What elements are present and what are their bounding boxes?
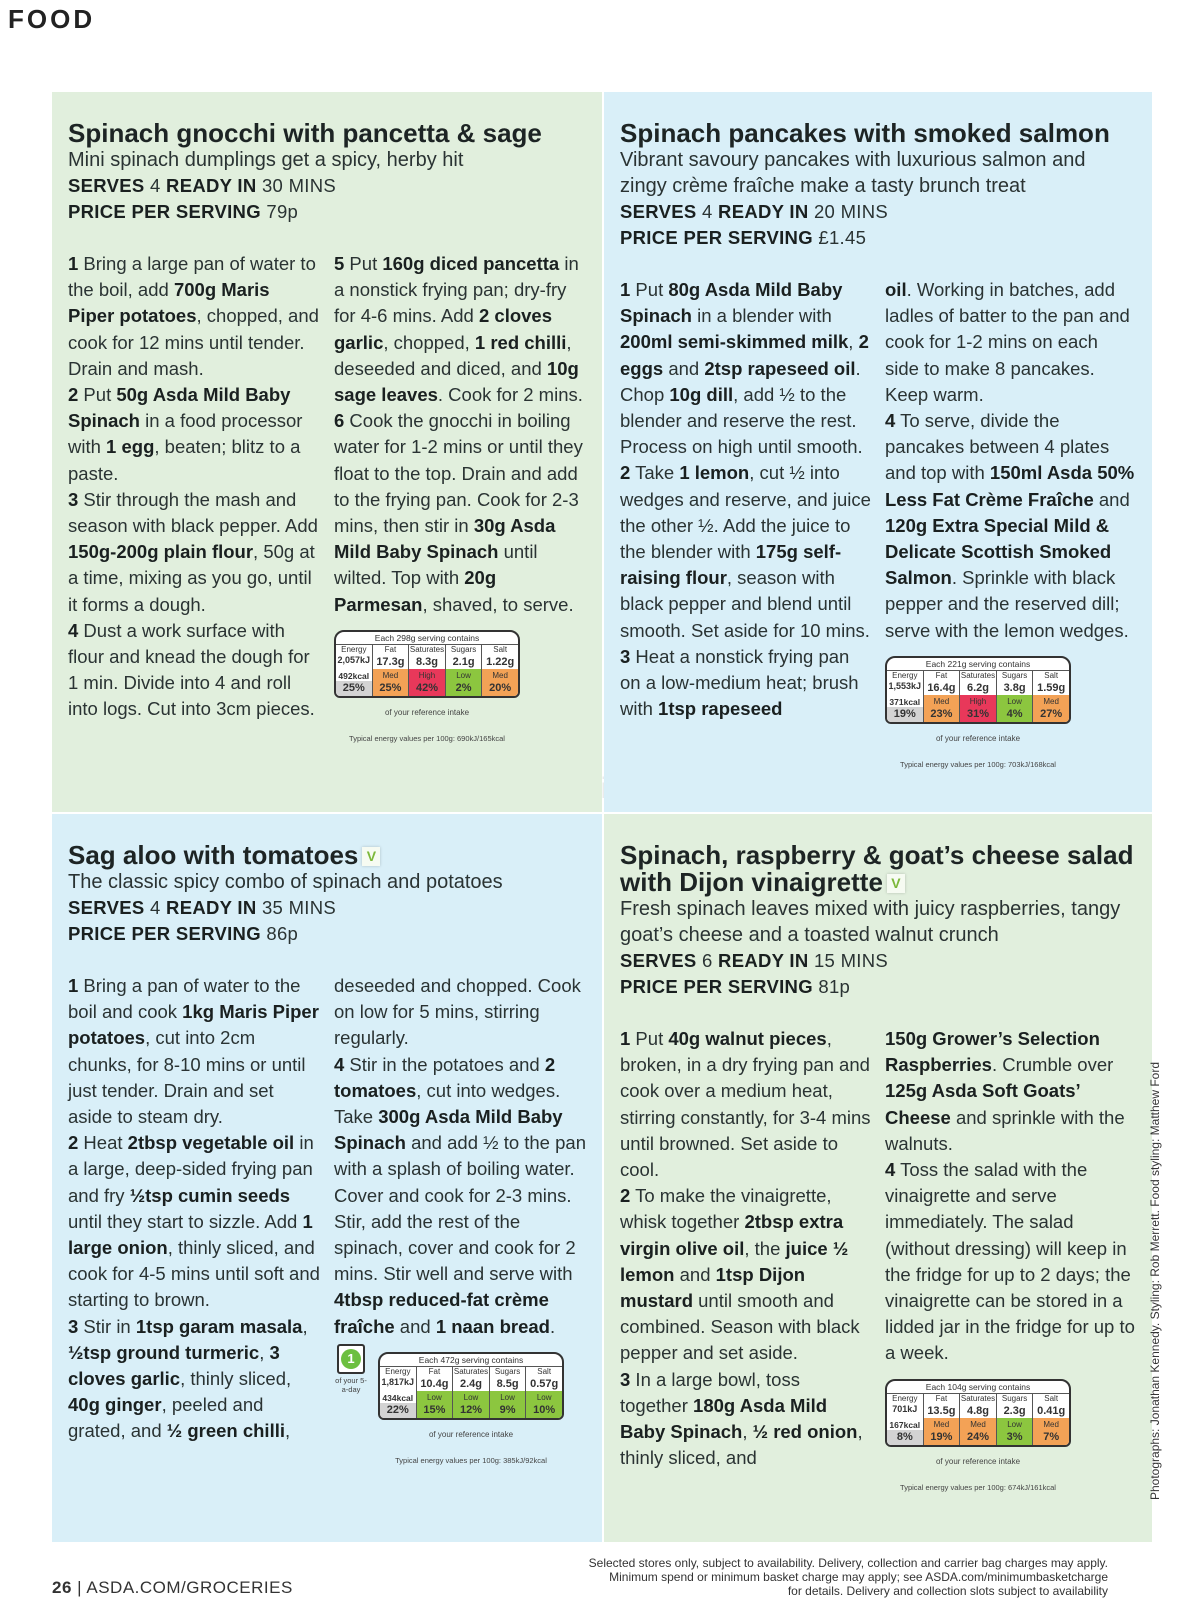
energy-kj: 2,057kJ <box>337 654 371 665</box>
nutrition-item: Sugars 2.1g Low 2% <box>446 645 483 696</box>
energy-kj: 1,553kJ <box>888 680 922 691</box>
energy-pct: 25% <box>336 681 372 696</box>
energy-pct: 19% <box>887 707 923 722</box>
nutrition-item: Salt 0.57g Low 10% <box>526 1367 562 1418</box>
serves-label: SERVES <box>68 175 145 196</box>
nutrition-energy: Energy 1,553kJ 371kcal 19% <box>887 671 924 722</box>
nutrition-per-100g: Typical energy values per 100g: 385kJ/92kcal <box>395 1456 547 1466</box>
ready-in-value: 15 MINS <box>813 950 889 971</box>
ready-in-value: 30 MINS <box>261 175 337 196</box>
footer-disclaimer <box>468 1556 1108 1598</box>
recipe-title <box>68 120 586 147</box>
disclaimer-line: for details. Delivery and collection slots subject to availability <box>787 1584 1108 1598</box>
recipe-serves-ready <box>620 948 1136 974</box>
energy-kcal: 167kcal <box>887 1418 923 1430</box>
recipe-subtitle: Fresh spinach leaves mixed with juicy raspberries, tangy goat’s cheese and a toasted walnut crunch <box>620 898 1121 946</box>
recipe-subtitle: Vibrant savoury pancakes with luxurious salmon and zingy crème fraîche make a tasty brunch treat <box>620 149 1086 197</box>
recipe-title-text: Spinach pancakes with smoked salmon <box>620 118 1110 148</box>
recipe-title <box>620 120 1136 147</box>
nutrition-label <box>885 656 1071 778</box>
method-column-2 <box>885 277 1136 778</box>
price-value: £1.45 <box>818 227 867 248</box>
method-column-1: 1 Put 80g Asda Mild Baby Spinach in a blender with 200ml semi-skimmed milk, 2 eggs and 2tsp rapeseed oil. Chop 10g dill, add ½ to the blender and reserve the rest. Process on high until smooth. 2 Take 1 lemon, cut ½ into wedges and reserve, and juice the other ½. Add the juice to the blender with 175g self-raising flour, season with black pepper and blend until smooth. Set aside for 10 mins. 3 Heat a nonstick frying pan on a low-medium heat; brush with 1tsp rapeseed <box>620 279 871 720</box>
nutrition-area <box>334 1344 586 1474</box>
nutrition-energy: Energy 1,817kJ 434kcal 22% <box>380 1367 417 1418</box>
serves-value: 4 <box>149 175 161 196</box>
nutrition-item: Salt 1.22g Med 20% <box>482 645 518 696</box>
serves-value: 6 <box>701 950 713 971</box>
recipe-method <box>68 973 586 1474</box>
recipe-price <box>620 225 1136 251</box>
recipe-price <box>68 199 586 225</box>
ready-in-label: READY IN <box>718 201 809 222</box>
ready-in-label: READY IN <box>166 897 257 918</box>
method-column-2-text: 5 Put 160g diced pancetta in a nonstick frying pan; dry-fry for 4-6 mins. Add 2 cloves garlic, chopped, 1 red chilli, deseeded and diced, and 10g sage leaves. Cook for 2 mins. 6 Cook the gnocchi in boiling water for 1-2 mins or until they float to the top. Drain and add to the frying pan. Cook for 2-3 mins, then stir in 30g Asda Mild Baby Spinach until wilted. Top with 20g Parmesan, shaved, to serve. <box>334 253 583 615</box>
nutrition-item: Saturates 2.4g Low 12% <box>453 1366 489 1416</box>
recipe-method <box>620 277 1136 778</box>
energy-kcal: 434kcal <box>380 1391 416 1403</box>
nutrition-item: Sugars 3.8g Low 4% <box>997 671 1034 722</box>
recipe-title-text: Spinach, raspberry & goat’s cheese salad with Dijon vinaigrette <box>620 840 1134 897</box>
method-column-1: 1 Bring a large pan of water to the boil, add 700g Maris Piper potatoes, chopped, and cook for 12 mins until tender. Drain and mash. 2 Put 50g Asda Mild Baby Spinach in a food processor with 1 egg, beaten; blitz to a paste. 3 Stir through the mash and season with black pepper. Add 150g-200g plain flour, 50g at a time, mixing as you go, until it forms a dough. 4 Dust a work surface with flour and knead the dough for 1 min. Divide into 4 and roll into logs. Cut into 3cm pieces. <box>68 253 319 720</box>
disclaimer-line: Minimum spend or minimum basket charge may apply; see ASDA.com/minimumbasketcharge <box>609 1570 1108 1584</box>
ready-in-label: READY IN <box>718 950 809 971</box>
recipe-card-sag-aloo <box>52 814 602 1542</box>
price-value: 81p <box>818 976 851 997</box>
method-column-2 <box>334 251 586 752</box>
price-label: PRICE PER SERVING <box>68 923 261 944</box>
recipe-method <box>620 1026 1136 1501</box>
nutrition-header: Each 221g serving contains <box>887 658 1069 671</box>
recipe-title <box>620 842 1136 896</box>
nutrition-item: Fat 13.5g Med 19% <box>924 1394 961 1445</box>
nutrition-item: Salt 0.41g Med 7% <box>1033 1394 1069 1445</box>
five-a-day-count: 1 <box>341 1349 361 1369</box>
recipe-serves-ready <box>68 173 586 199</box>
ready-in-value: 35 MINS <box>261 897 337 918</box>
energy-kj: 1,817kJ <box>381 1376 415 1387</box>
photo-credit: Photographs: Jonathan Kennedy. Styling: Rob Merrett. Food styling: Matthew Ford <box>1148 1061 1162 1500</box>
serves-label: SERVES <box>68 897 145 918</box>
nutrition-item: Saturates 8.3g High 42% <box>409 644 445 694</box>
method-column-1: 1 Put 40g walnut pieces, broken, in a dry frying pan and cook over a medium heat, stirring constantly, for 3-4 mins until browned. Set aside to cool. 2 To make the vinaigrette, whisk together 2tbsp extra virgin olive oil, the juice ½ lemon and 1tsp Dijon mustard until smooth and combined. Season with black pepper and set aside. 3 In a large bowl, toss together 180g Asda Mild Baby Spinach, ½ red onion, thinly sliced, and <box>620 1028 871 1469</box>
recipe-serves-ready <box>620 199 1136 225</box>
page-number: 26 <box>52 1578 72 1597</box>
ready-in-label: READY IN <box>166 175 257 196</box>
nutrition-label <box>334 630 520 752</box>
recipe-price <box>620 974 1136 1000</box>
five-a-day <box>334 1344 368 1394</box>
footer-site-link[interactable]: ASDA.COM/GROCERIES <box>86 1578 293 1597</box>
recipe-card-spinach-pancakes <box>604 92 1152 812</box>
energy-pct: 8% <box>887 1430 923 1445</box>
nutrition-energy: Energy 701kJ 167kcal 8% <box>887 1394 924 1445</box>
footer-page-info: 26 | ASDA.COM/GROCERIES <box>52 1578 293 1597</box>
vegetarian-badge-icon: V <box>887 874 905 893</box>
nutrition-per-100g: Typical energy values per 100g: 690kJ/165kcal <box>349 734 505 744</box>
nutrition-area <box>334 622 586 752</box>
disclaimer-line: Selected stores only, subject to availability. Delivery, collection and carrier bag charges may apply. <box>588 1556 1108 1570</box>
energy-kj: 701kJ <box>892 1403 918 1414</box>
recipe-serves-ready <box>68 895 586 921</box>
nutrition-item: Saturates 6.2g High 31% <box>960 670 996 720</box>
nutrition-item: Fat 17.3g Med 25% <box>373 645 410 696</box>
nutrition-item: Sugars 2.3g Low 3% <box>997 1394 1034 1445</box>
nutrition-header: Each 472g serving contains <box>380 1354 562 1367</box>
nutrition-item: Saturates 4.8g Med 24% <box>960 1393 996 1443</box>
energy-kcal: 371kcal <box>887 695 923 707</box>
nutrition-footnote: of your reference intake <box>384 707 470 717</box>
price-label: PRICE PER SERVING <box>68 201 261 222</box>
recipe-price <box>68 921 586 947</box>
recipe-title-text: Spinach gnocchi with pancetta & sage <box>68 118 542 148</box>
recipe-card-spinach-salad <box>604 814 1152 1542</box>
nutrition-footnote: of your reference intake <box>935 733 1021 743</box>
serves-value: 4 <box>149 897 161 918</box>
nutrition-header: Each 298g serving contains <box>336 632 518 645</box>
section-label: FOOD <box>8 4 96 34</box>
nutrition-energy: Energy 2,057kJ 492kcal 25% <box>336 645 373 696</box>
five-a-day-apple-icon <box>337 1344 365 1374</box>
serves-label: SERVES <box>620 201 697 222</box>
method-column-2-text: oil. Working in batches, add ladles of batter to the pan and cook for 1-2 mins on each side to make 8 pancakes. Keep warm. 4 To serve, divide the pancakes between 4 plates and top with 150ml Asda 50% Less Fat Crème Fraîche and 120g Extra Special Mild & Delicate Scottish Smoked Salmon. Sprinkle with black pepper and the reserved dill; serve with the lemon wedges. <box>885 279 1135 641</box>
nutrition-item: Salt 1.59g Med 27% <box>1033 671 1069 722</box>
price-label: PRICE PER SERVING <box>620 976 813 997</box>
price-value: 86p <box>266 923 299 944</box>
recipe-title <box>68 842 586 869</box>
method-column-2-text: deseeded and chopped. Cook on low for 5 mins, stirring regularly. 4 Stir in the potatoes and 2 tomatoes, cut into wedges. Take 300g Asda Mild Baby Spinach and add ½ to the pan with a splash of boiling water. Cover and cook for 2-3 mins. Stir, add the rest of the spinach, cover and cook for 2 mins. Stir well and serve with 4tbsp reduced-fat crème fraîche and 1 naan bread. <box>334 975 586 1337</box>
price-label: PRICE PER SERVING <box>620 227 813 248</box>
method-column-2 <box>885 1026 1136 1501</box>
recipe-subtitle: The classic spicy combo of spinach and potatoes <box>68 871 503 893</box>
nutrition-label <box>885 1379 1071 1501</box>
nutrition-header: Each 104g serving contains <box>887 1381 1069 1394</box>
nutrition-footnote: of your reference intake <box>935 1456 1021 1466</box>
nutrition-per-100g: Typical energy values per 100g: 674kJ/161kcal <box>900 1482 1056 1492</box>
method-column-1: 1 Bring a pan of water to the boil and cook 1kg Maris Piper potatoes, cut into 2cm chunks, for 8-10 mins or until just tender. Drain and set aside to steam dry. 2 Heat 2tbsp vegetable oil in a large, deep-sided frying pan and fry ½tsp cumin seeds until they start to sizzle. Add 1 large onion, thinly sliced, and cook for 4-5 mins until soft and starting to brown. 3 Stir in 1tsp garam masala, ½tsp ground turmeric, 3 cloves garlic, thinly sliced, 40g ginger, peeled and grated, and ½ green chilli, <box>68 975 320 1442</box>
method-column-2-text: 150g Grower’s Selection Raspberries. Crumble over 125g Asda Soft Goats’ Cheese and sprinkle with the walnuts. 4 Toss the salad with the vinaigrette and serve immediately. The salad (without dressing) will keep in the fridge for up to 2 days; the vinaigrette can be stored in a lidded jar in the fridge for up to a week. <box>885 1028 1135 1364</box>
nutrition-item: Sugars 8.5g Low 9% <box>490 1367 527 1418</box>
vegetarian-badge-icon: V <box>362 847 380 866</box>
serves-label: SERVES <box>620 950 697 971</box>
nutrition-area <box>885 648 1136 778</box>
energy-kcal: 492kcal <box>336 669 372 681</box>
nutrition-item: Fat 16.4g Med 23% <box>924 671 961 722</box>
energy-pct: 22% <box>380 1403 416 1418</box>
recipe-title-text: Sag aloo with tomatoes <box>68 840 359 870</box>
nutrition-per-100g: Typical energy values per 100g: 703kJ/168kcal <box>900 760 1056 770</box>
recipe-card-spinach-gnocchi <box>52 92 602 812</box>
nutrition-item: Fat 10.4g Low 15% <box>417 1367 454 1418</box>
method-column-2 <box>334 973 586 1474</box>
five-a-day-caption: of your 5-a-day <box>335 1375 367 1394</box>
nutrition-footnote: of your reference intake <box>428 1429 514 1439</box>
nutrition-label <box>378 1352 564 1474</box>
serves-value: 4 <box>701 201 713 222</box>
recipe-method <box>68 251 586 752</box>
nutrition-area <box>885 1371 1136 1501</box>
price-value: 79p <box>266 201 299 222</box>
ready-in-value: 20 MINS <box>813 201 889 222</box>
recipe-subtitle: Mini spinach dumplings get a spicy, herby hit <box>68 149 464 171</box>
